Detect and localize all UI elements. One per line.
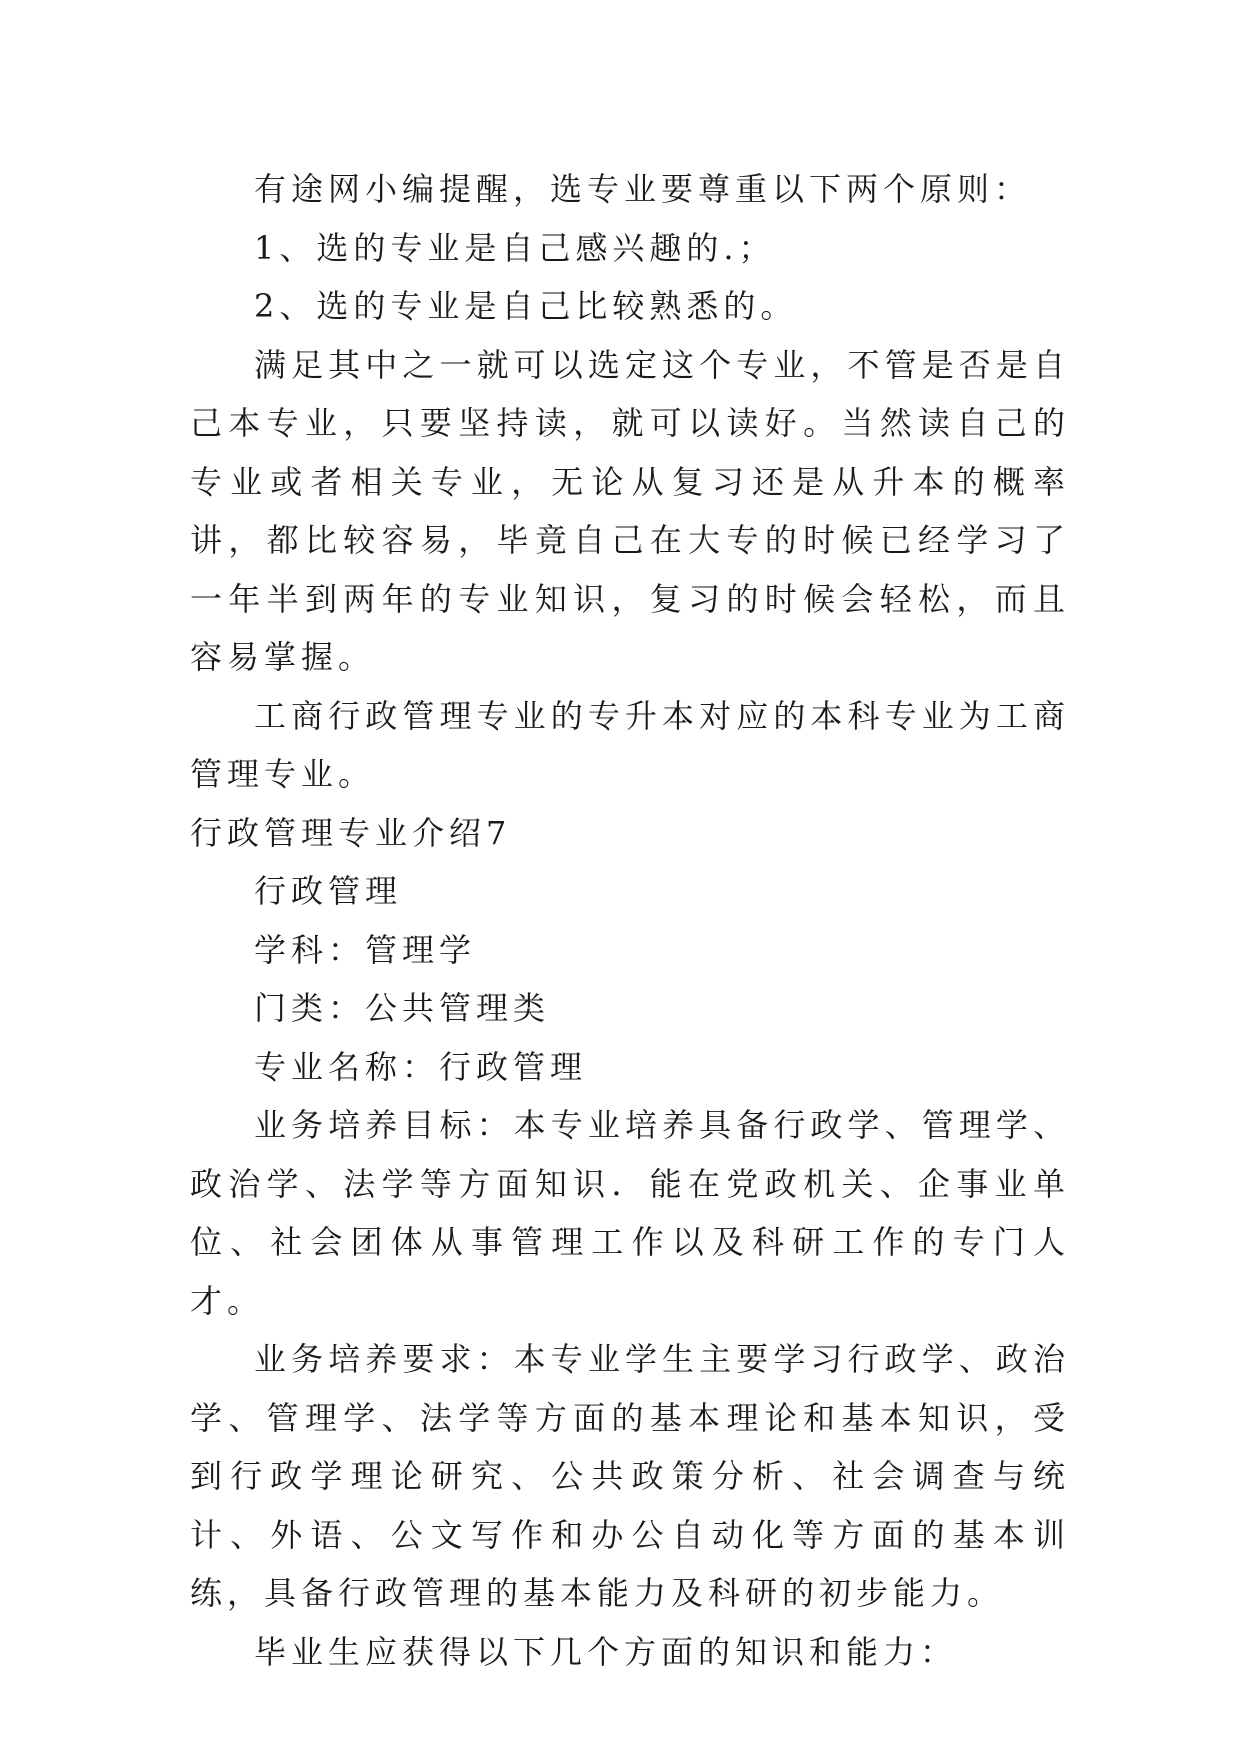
paragraph-graduate-abilities: 毕业生应获得以下几个方面的知识和能力： (254, 1632, 958, 1671)
paragraph-principle-2: 2、选的专业是自己比较熟悉的。 (254, 287, 798, 325)
document-body (190, 160, 1070, 1681)
field-discipline: 学科：管理学 (254, 930, 477, 969)
section-heading: 行政管理专业介绍7 (190, 813, 512, 852)
paragraph-choose-major: 满足其中之一就可以选定这个专业，不管是否是自己本专业，只要坚持读，就可以读好。当然读自己的专业或者相关专业，无论从复习还是从升本的概率讲，都比较容易，毕竟自己在大专的时候已经学习了一年半到两年的专业知识，复习的时候会轻松，而且容易掌握。 (190, 345, 1070, 676)
field-major-name: 专业名称：行政管理 (254, 1047, 588, 1086)
paragraph-reminder: 有途网小编提醒，选专业要尊重以下两个原则： (254, 170, 1032, 208)
paragraph-business-admin: 工商行政管理专业的专升本对应的本科专业为工商管理专业。 (190, 696, 1070, 793)
paragraph-principle-1: 1、选的专业是自己感兴趣的.； (254, 228, 776, 267)
paragraph-training-goal: 业务培养目标：本专业培养具备行政学、管理学、政治学、法学等方面知识．能在党政机关、企事业单位、社会团体从事管理工作以及科研工作的专门人才。 (190, 1106, 1070, 1320)
field-category: 门类：公共管理类 (254, 989, 551, 1027)
major-title: 行政管理 (254, 872, 403, 910)
paragraph-training-requirements: 业务培养要求：本专业学生主要学习行政学、政治学、管理学、法学等方面的基本理论和基本知识，受到行政学理论研究、公共政策分析、社会调查与统计、外语、公文写作和办公自动化等方面的基本训练，具备行政管理的基本能力及科研的初步能力。 (190, 1340, 1070, 1612)
